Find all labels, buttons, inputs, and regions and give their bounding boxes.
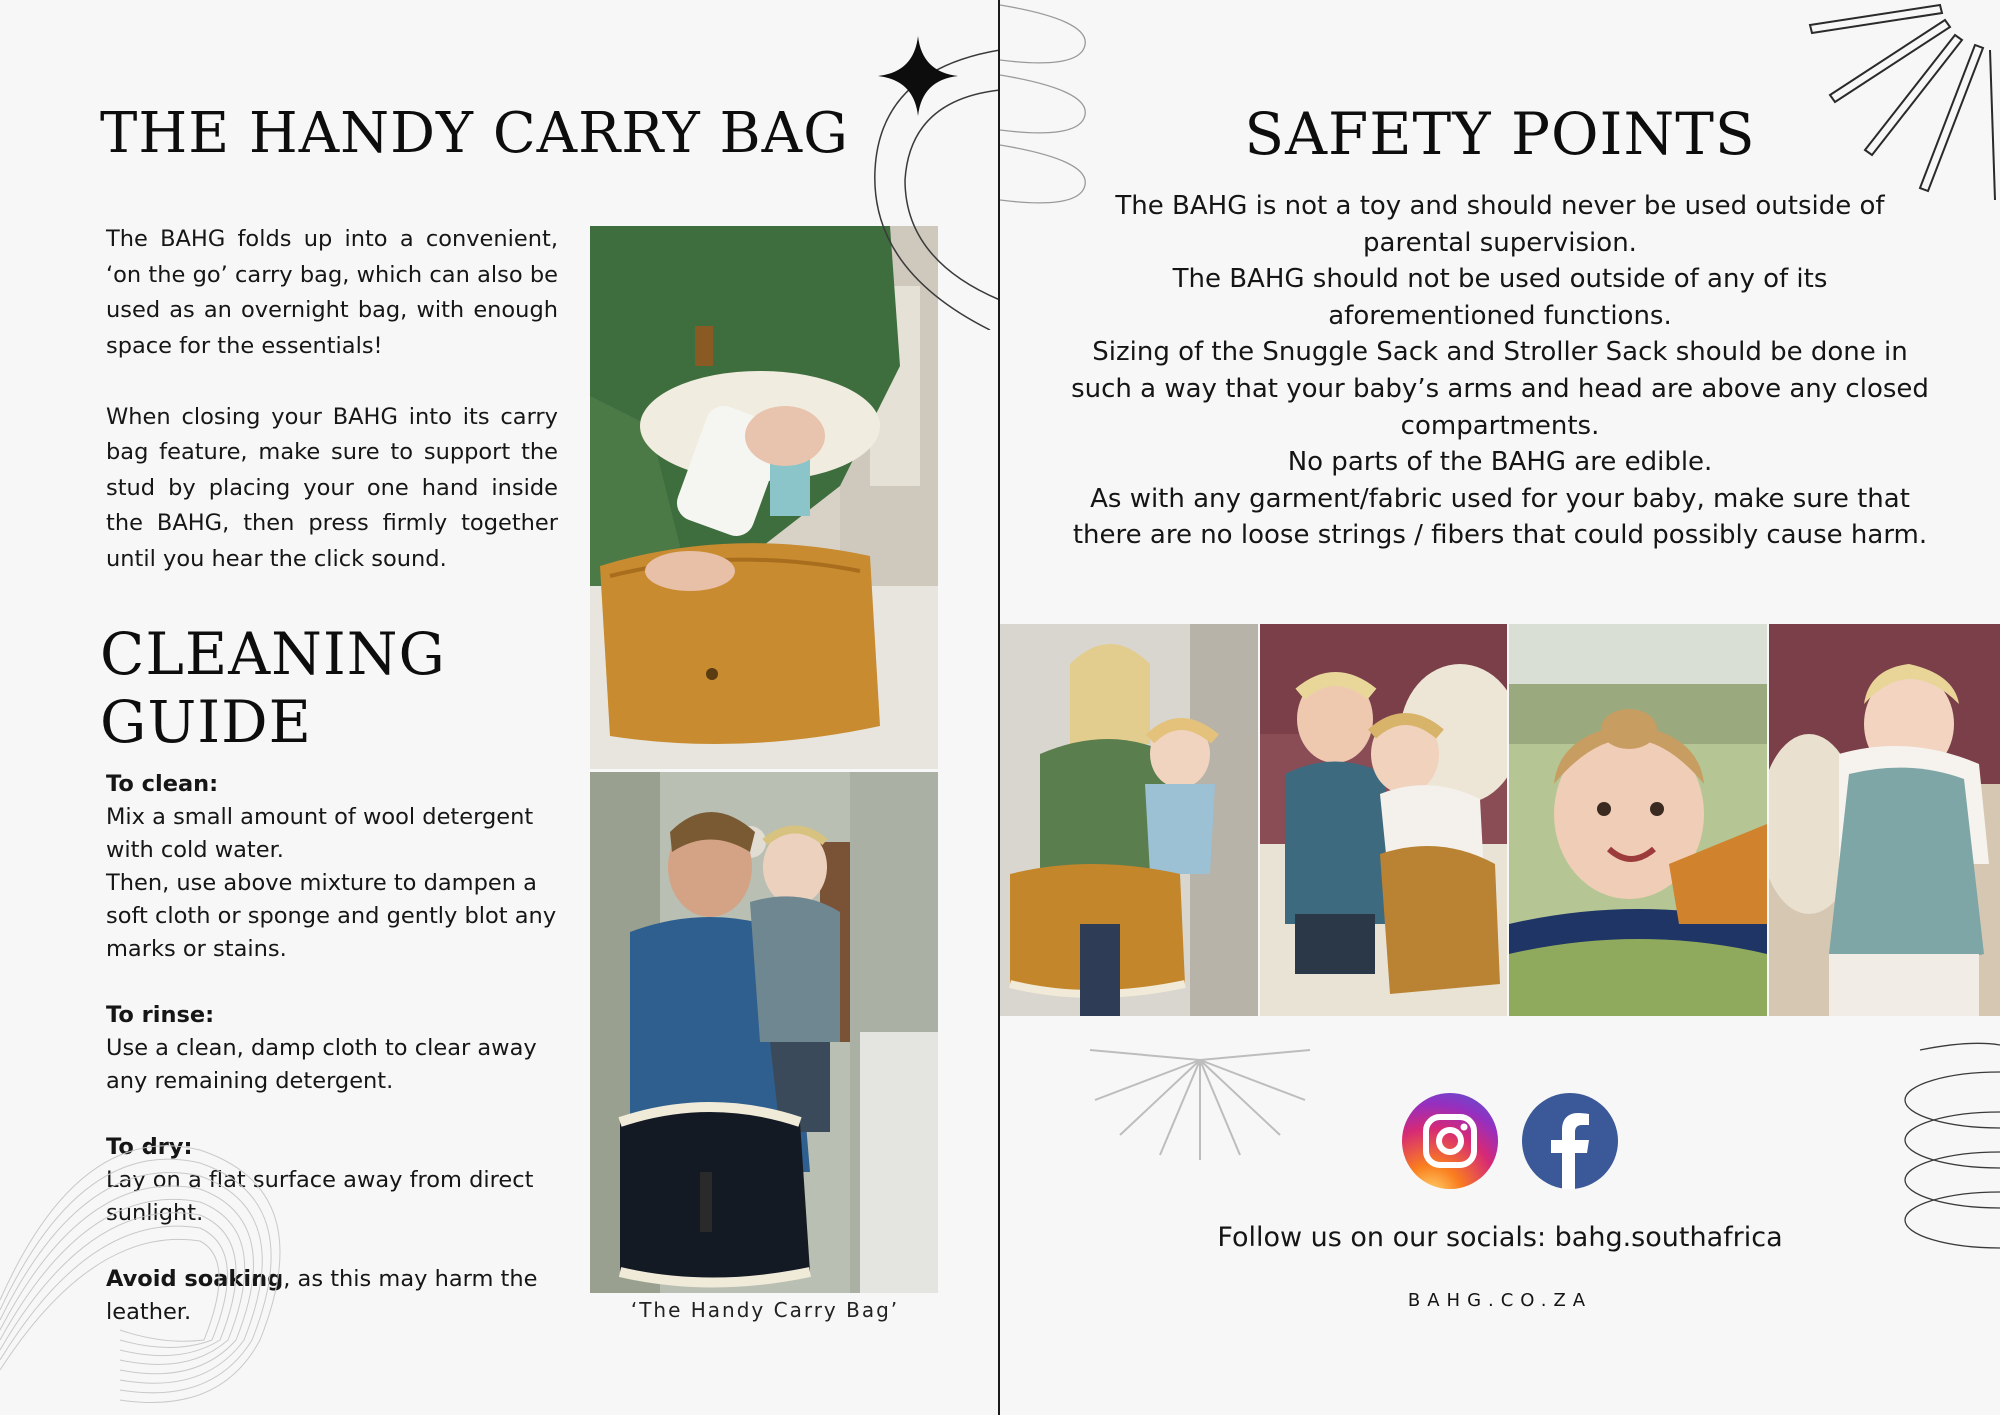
decorative-starburst bbox=[1085, 1030, 1315, 1160]
photo-girl-in-dress bbox=[1769, 624, 2000, 1016]
right-page bbox=[1000, 0, 2000, 1415]
facebook-icon[interactable] bbox=[1522, 1093, 1618, 1189]
follow-socials-text: Follow us on our socials: bahg.southafrica bbox=[1217, 1222, 1783, 1253]
photo-caption: ‘The Handy Carry Bag’ bbox=[630, 1298, 900, 1322]
cleaning-title-line1: CLEANING bbox=[100, 620, 446, 688]
soak-label: Avoid soaking bbox=[106, 1266, 284, 1292]
safety-point-2: The BAHG should not be used outside of any of its aforementioned functions. bbox=[1172, 264, 1828, 331]
soak-text: , as this may harm the leather. bbox=[106, 1266, 538, 1325]
safety-point-5: As with any garment/fabric used for your baby, make sure that there are no loose strings / fibers that could possibly cause harm. bbox=[1072, 483, 1928, 551]
safety-point-1: The BAHG is not a toy and should never be used outside of parental supervision. bbox=[1115, 191, 1885, 258]
rinse-label: To rinse: bbox=[106, 1002, 215, 1028]
clean-text-2: Then, use above mixture to dampen a soft cloth or sponge and gently blot any marks or stains. bbox=[106, 870, 557, 962]
cleaning-guide-title bbox=[100, 620, 446, 756]
dry-label: To dry: bbox=[106, 1134, 193, 1160]
clean-section bbox=[106, 768, 566, 966]
intro-paragraph-2: When closing your BAHG into its carry bag feature, make sure to support the stud by placing your one hand inside the BAHG, then press firmly together until you hear the click sound. bbox=[106, 403, 558, 572]
intro-paragraph-1: The BAHG folds up into a convenient, ‘on the go’ carry bag, which can also be used as an overnight bag, with enough space for the essentials! bbox=[106, 226, 558, 359]
photo-woman-packing-bag bbox=[590, 226, 938, 769]
rinse-section bbox=[106, 999, 566, 1098]
rinse-text: Use a clean, damp cloth to clear away any remaining detergent. bbox=[106, 1035, 537, 1094]
clean-label: To clean: bbox=[106, 771, 219, 797]
dry-section bbox=[106, 1131, 566, 1230]
safety-point-4: No parts of the BAHG are edible. bbox=[1287, 447, 1713, 478]
photo-girl-on-swing bbox=[1509, 624, 1767, 1016]
cleaning-instructions bbox=[106, 768, 566, 1329]
safety-points-title: SAFETY POINTS bbox=[1244, 100, 1756, 168]
sparkle-star-icon bbox=[878, 36, 958, 116]
dry-text: Lay on a flat surface away from direct sunlight. bbox=[106, 1167, 534, 1226]
soak-section bbox=[106, 1263, 566, 1329]
photo-two-toddlers-on-bed bbox=[1260, 624, 1507, 1016]
decorative-sun-rays bbox=[1790, 0, 2000, 200]
clean-text-1: Mix a small amount of wool detergent with cold water. bbox=[106, 804, 534, 863]
safety-points-list bbox=[1070, 188, 1930, 554]
photo-mother-and-child bbox=[1000, 624, 1258, 1016]
website-link[interactable]: BAHG.CO.ZA bbox=[1407, 1290, 1593, 1311]
cleaning-title-line2: GUIDE bbox=[100, 688, 312, 756]
instagram-icon[interactable] bbox=[1402, 1093, 1498, 1189]
handy-carry-bag-title: THE HANDY CARRY BAG bbox=[100, 101, 849, 166]
carry-bag-description bbox=[106, 222, 558, 577]
photo-man-holding-baby bbox=[590, 772, 938, 1293]
safety-point-3: Sizing of the Snuggle Sack and Stroller Sack should be done in such a way that your baby’s arms and head are above any closed compartments. bbox=[1071, 337, 1929, 441]
